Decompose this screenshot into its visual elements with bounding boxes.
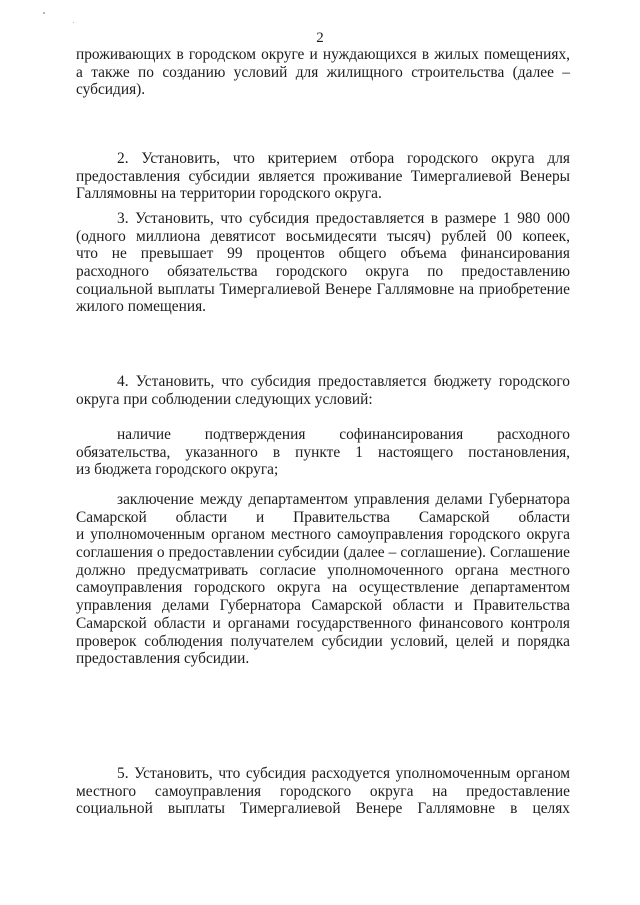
paragraph bbox=[76, 150, 570, 203]
text-line: (одного миллиона девятисот восьмидесяти тысяч) рублей 00 копеек, bbox=[76, 227, 570, 245]
text-line: 5. Установить, что субсидия расходуется уполномоченным органом bbox=[117, 765, 570, 782]
scan-speck bbox=[73, 22, 74, 23]
text-line: расходного обязательства городского округа по предоставлению bbox=[76, 263, 570, 281]
text-line: должно предусматривать согласие уполномоченного органа местного bbox=[76, 561, 570, 579]
page-number: 2 bbox=[316, 30, 324, 46]
text-line: из бюджета городского округа; bbox=[76, 461, 279, 479]
text-line: Самарской области и Правительства Самарской области bbox=[76, 508, 570, 526]
text-line: обязательства, указанного в пункте 1 настоящего постановления, bbox=[76, 443, 570, 461]
text-line: местного самоуправления городского округа на предоставление bbox=[76, 782, 570, 800]
text-line: а также по созданию условий для жилищного строительства (далее – bbox=[76, 63, 570, 81]
text-line: соглашения о предоставлении субсидии (далее – соглашение). Соглашение bbox=[76, 544, 570, 562]
text-line: Галлямовны на территории городского округа. bbox=[76, 185, 382, 203]
text-line: предоставления субсидии. bbox=[76, 650, 250, 668]
paragraph bbox=[76, 46, 570, 99]
text-line: проживающих в городском округе и нуждающихся в жилых помещениях, bbox=[76, 46, 570, 63]
text-line: самоуправления городского округа на осуществление департаментом bbox=[76, 579, 570, 597]
paragraph bbox=[76, 765, 570, 818]
text-line: 4. Установить, что субсидия предоставляется бюджету городского bbox=[117, 373, 570, 390]
text-line: заключение между департаментом управления делами Губернатора bbox=[117, 491, 570, 508]
text-line: и уполномоченным органом местного самоуправления городского округа bbox=[76, 526, 570, 544]
text-line: 3. Установить, что субсидия предоставляется в размере 1 980 000 bbox=[117, 210, 570, 227]
text-line: округа при соблюдении следующих условий: bbox=[76, 390, 373, 408]
paragraph bbox=[76, 491, 570, 668]
paragraph bbox=[76, 373, 570, 408]
text-line: что не превышает 99 процентов общего объема финансирования bbox=[76, 245, 570, 263]
paragraph bbox=[76, 210, 570, 316]
text-line: проверок соблюдения получателем субсидии условий, целей и порядка bbox=[76, 632, 570, 650]
text-line: социальной выплаты Тимергалиевой Венере Галлямовне на приобретение bbox=[76, 280, 570, 298]
text-line: управления делами Губернатора Самарской области и Правительства bbox=[76, 597, 570, 615]
text-line: предоставления субсидии является проживание Тимергалиевой Венеры bbox=[76, 167, 570, 185]
text-line: жилого помещения. bbox=[76, 298, 207, 316]
text-line: Самарской области и органами государственного финансового контроля bbox=[76, 614, 570, 632]
scan-speck bbox=[43, 12, 45, 14]
paragraph bbox=[76, 426, 570, 479]
text-line: социальной выплаты Тимергалиевой Венере Галлямовне в целях bbox=[76, 800, 570, 818]
text-line: субсидия). bbox=[76, 81, 146, 99]
text-line: 2. Установить, что критерием отбора городского округа для bbox=[117, 150, 570, 167]
text-line: наличие подтверждения софинансирования расходного bbox=[117, 426, 570, 443]
